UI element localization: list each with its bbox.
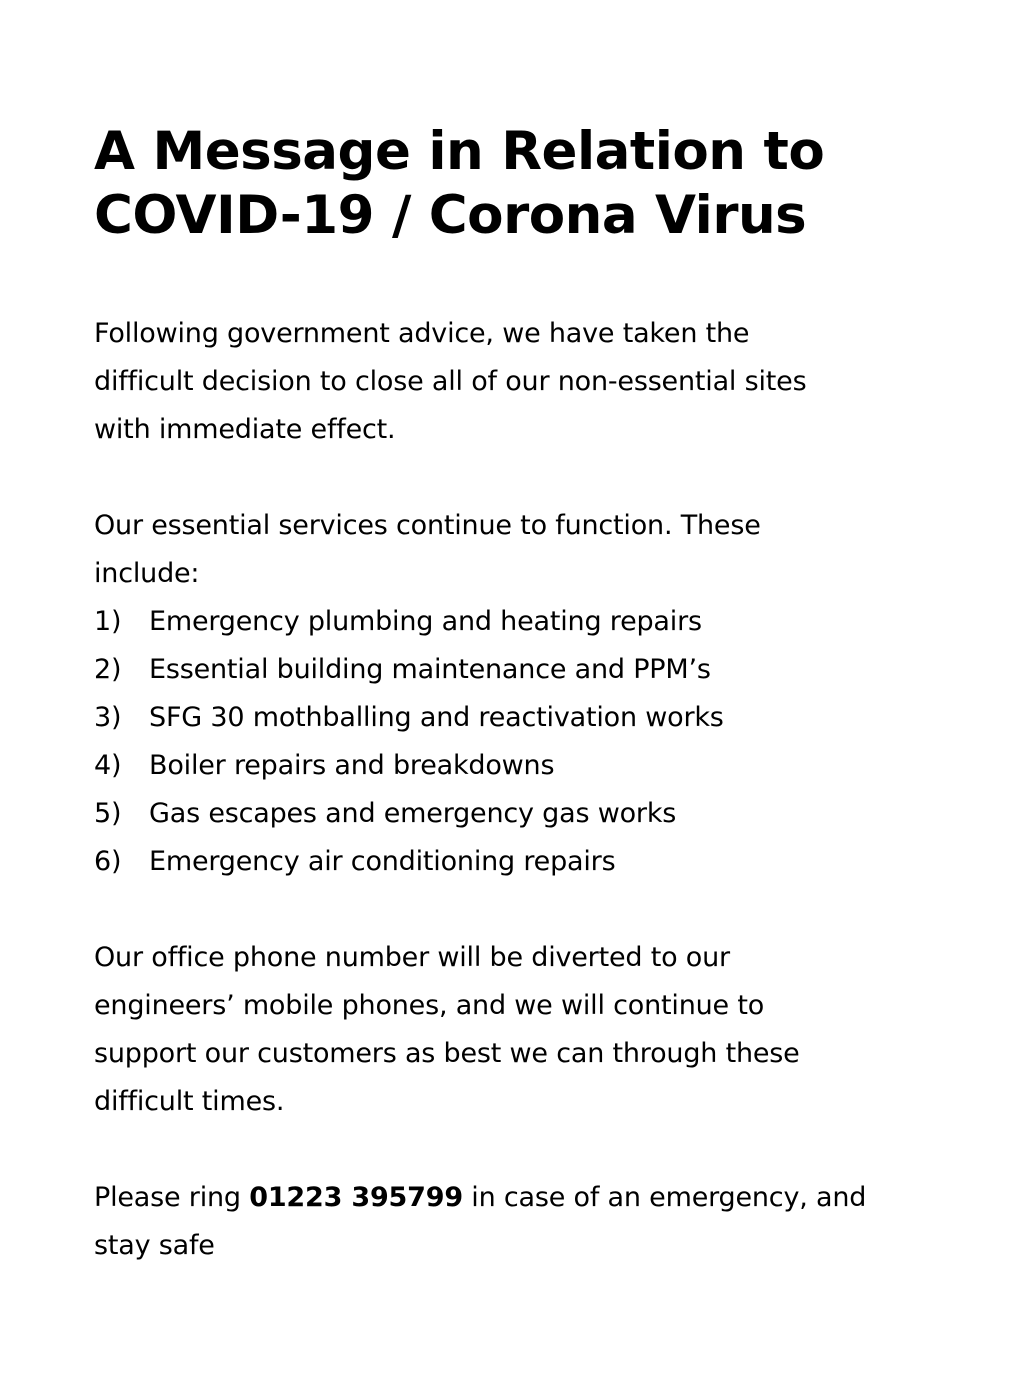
list-item (94, 694, 964, 742)
list-item-text: Essential building maintenance and PPM’s (149, 654, 711, 685)
list-item-number: 2) (94, 654, 122, 685)
page-title (94, 120, 964, 248)
list-item-number: 6) (94, 846, 122, 877)
notice-page (94, 120, 964, 1270)
list-item-text: Emergency plumbing and heating repairs (149, 606, 702, 637)
list-item-text: Emergency air conditioning repairs (149, 846, 616, 877)
paragraph-line: difficult times. (94, 1086, 285, 1117)
closing-text-before: Please ring (94, 1182, 250, 1213)
list-item-number: 4) (94, 750, 122, 781)
list-item (94, 598, 964, 646)
emergency-phone-number: 01223 395799 (249, 1182, 463, 1213)
list-item-number: 3) (94, 702, 122, 733)
paragraph-line: difficult decision to close all of our non-essential sites (94, 366, 807, 397)
essential-services-list (94, 598, 964, 886)
list-item-text: Gas escapes and emergency gas works (149, 798, 677, 829)
paragraph-line: stay safe (94, 1230, 215, 1261)
list-item-number: 1) (94, 606, 122, 637)
paragraph-line: Following government advice, we have taken the (94, 318, 750, 349)
list-item-text: Boiler repairs and breakdowns (149, 750, 555, 781)
title-line-1: A Message in Relation to (94, 121, 825, 182)
phone-diversion-paragraph (94, 934, 964, 1126)
paragraph-line: with immediate effect. (94, 414, 396, 445)
paragraph-line: include: (94, 558, 200, 589)
paragraph-line: engineers’ mobile phones, and we will continue to (94, 990, 765, 1021)
list-item (94, 838, 964, 886)
list-item-number: 5) (94, 798, 122, 829)
paragraph-line (94, 1174, 964, 1222)
paragraph-line: support our customers as best we can through these (94, 1038, 800, 1069)
paragraph-line: Our office phone number will be diverted to our (94, 942, 730, 973)
list-item (94, 646, 964, 694)
list-item (94, 742, 964, 790)
closing-text-after: in case of an emergency, and (462, 1182, 867, 1213)
closure-paragraph (94, 310, 964, 454)
title-line-2: COVID-19 / Corona Virus (94, 185, 807, 246)
paragraph-line: Our essential services continue to function. These (94, 510, 761, 541)
services-intro-paragraph (94, 502, 964, 598)
emergency-contact-paragraph (94, 1174, 964, 1270)
list-item (94, 790, 964, 838)
list-item-text: SFG 30 mothballing and reactivation works (149, 702, 724, 733)
